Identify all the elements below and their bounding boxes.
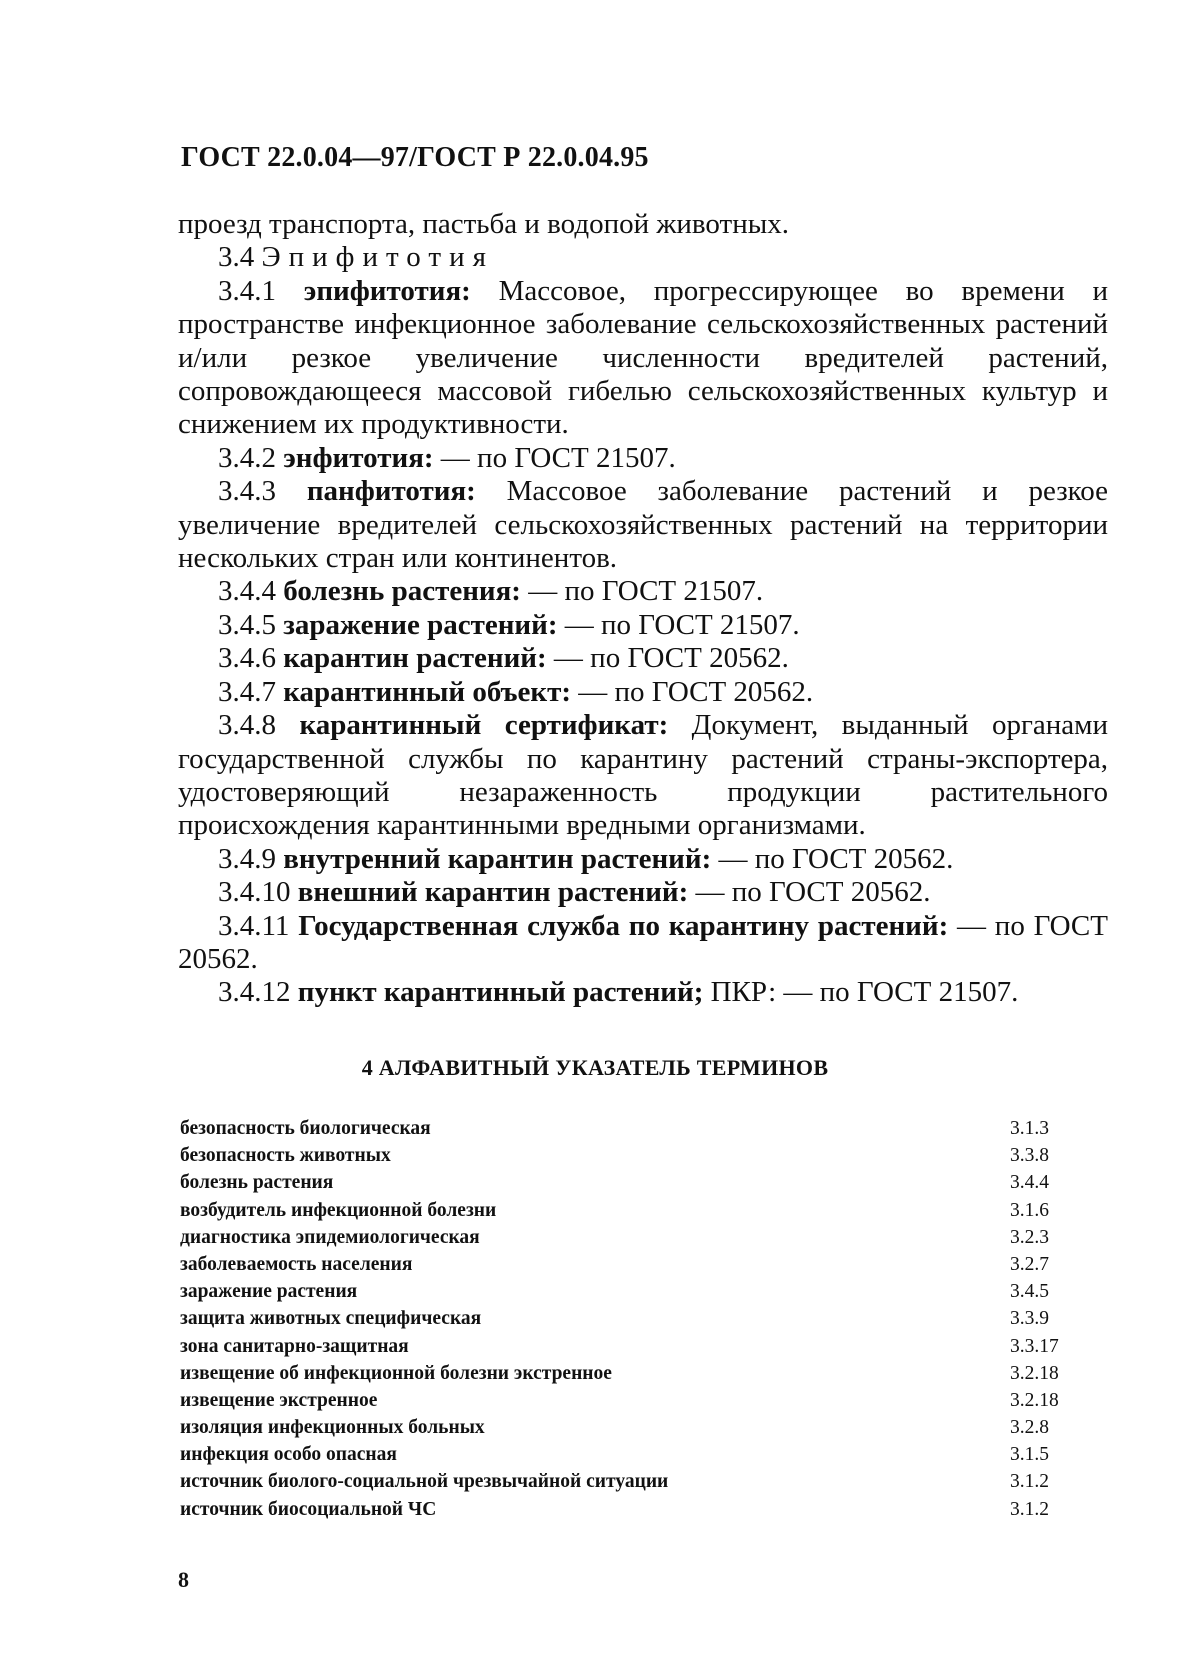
term-definition: 3.4.11 Государственная служба по карантину растений: — по ГОСТ 20562. [178, 909, 1108, 975]
term-definition: 3.4.2 энфитотия: — по ГОСТ 21507. [218, 441, 676, 474]
index-row [180, 1115, 1068, 1142]
index-row [180, 1251, 1068, 1278]
index-row [180, 1441, 1068, 1468]
index-ref: 3.2.7 [1010, 1253, 1049, 1275]
index-row [180, 1468, 1068, 1495]
term-definition: 3.4.12 пункт карантинный растений; ПКР: — по ГОСТ 21507. [218, 976, 1019, 1009]
term-definition: 3.4.6 карантин растений: — по ГОСТ 20562. [218, 642, 789, 675]
index-ref: 3.3.17 [1010, 1335, 1059, 1357]
index-row [180, 1360, 1068, 1387]
index-row [180, 1333, 1068, 1360]
term-definition: 3.4.7 карантинный объект: — по ГОСТ 20562. [218, 675, 814, 708]
index-term: источник биолого-социальной чрезвычайной ситуации [180, 1471, 669, 1493]
index-ref: 3.2.3 [1010, 1226, 1049, 1248]
term-definition: 3.4.8 карантинный сертификат: Документ, выданный органами государственной службы по карантину растений страны-экспортера, удостоверяющий незараженность продукции растительного происхождения карантинными вредными организмами. [178, 709, 1109, 842]
term-definition: 3.4.1 эпифитотия: Массовое, прогрессирующее во времени и пространстве инфекционное заболевание сельскохозяйственных растений и/или резкое увеличение численности вредителей растений, сопровождающееся массовой гибелью сельскохозяйственных культур и снижением их продуктивности. [178, 274, 1109, 441]
index-row [180, 1496, 1068, 1523]
index-term: инфекция особо опасная [180, 1444, 397, 1466]
index-ref: 3.4.5 [1010, 1281, 1049, 1303]
index-term: болезнь растения [180, 1172, 334, 1194]
page-number: 8 [178, 1567, 189, 1592]
index-term: диагностика эпидемиологическая [180, 1226, 480, 1248]
index-ref: 3.1.3 [1010, 1118, 1049, 1139]
index-term: зона санитарно-защитная [180, 1335, 409, 1357]
index-term: безопасность животных [180, 1145, 391, 1167]
index-term: изоляция инфекционных больных [180, 1417, 485, 1439]
index-row [180, 1169, 1068, 1196]
term-definition: 3.4.9 внутренний карантин растений: — по ГОСТ 20562. [218, 842, 954, 875]
index-ref: 3.3.8 [1010, 1145, 1049, 1167]
index-ref: 3.1.5 [1010, 1444, 1049, 1466]
index-row [180, 1278, 1068, 1305]
index-row [180, 1387, 1068, 1414]
term-definition: 3.4.5 заражение растений: — по ГОСТ 21507. [218, 608, 800, 641]
document-header: ГОСТ 22.0.04—97/ГОСТ Р 22.0.04.95 [181, 142, 649, 173]
index-row [180, 1224, 1068, 1251]
index-row [180, 1197, 1068, 1224]
subsection-heading: 3.4 Эпифитотия [218, 241, 494, 274]
index-ref: 3.2.8 [1010, 1417, 1049, 1439]
index-term: заражение растения [180, 1281, 358, 1303]
body-text [178, 208, 1108, 1010]
index-term: заболеваемость населения [180, 1253, 413, 1275]
index-ref: 3.1.2 [1010, 1471, 1049, 1493]
index-row [180, 1414, 1068, 1441]
paragraph: проезд транспорта, пастьба и водопой животных. [178, 208, 789, 240]
index-ref: 3.1.2 [1010, 1498, 1049, 1520]
index-row [180, 1142, 1068, 1169]
index-row [180, 1305, 1068, 1332]
alphabetical-index [180, 1115, 1068, 1523]
index-term: защита животных специфическая [180, 1308, 482, 1330]
term-definition: 3.4.10 внешний карантин растений: — по ГОСТ 20562. [218, 876, 931, 909]
index-term: безопасность биологическая [180, 1118, 431, 1139]
index-ref: 3.2.18 [1010, 1389, 1059, 1411]
index-ref: 3.3.9 [1010, 1308, 1049, 1330]
term-definition: 3.4.4 болезнь растения: — по ГОСТ 21507. [218, 575, 764, 608]
index-term: источник биосоциальной ЧС [180, 1498, 437, 1520]
term-definition: 3.4.3 панфитотия: Массовое заболевание растений и резкое увеличение вредителей сельскохозяйственных растений на территории нескольких стран или континентов. [178, 475, 1108, 575]
index-ref: 3.1.6 [1010, 1199, 1049, 1221]
index-term: извещение об инфекционной болезни экстренное [180, 1362, 612, 1384]
index-term: извещение экстренное [180, 1389, 378, 1411]
index-ref: 3.2.18 [1010, 1362, 1059, 1384]
index-ref: 3.4.4 [1010, 1172, 1049, 1194]
section-title: 4 АЛФАВИТНЫЙ УКАЗАТЕЛЬ ТЕРМИНОВ [361, 1055, 829, 1080]
index-term: возбудитель инфекционной болезни [180, 1199, 497, 1221]
